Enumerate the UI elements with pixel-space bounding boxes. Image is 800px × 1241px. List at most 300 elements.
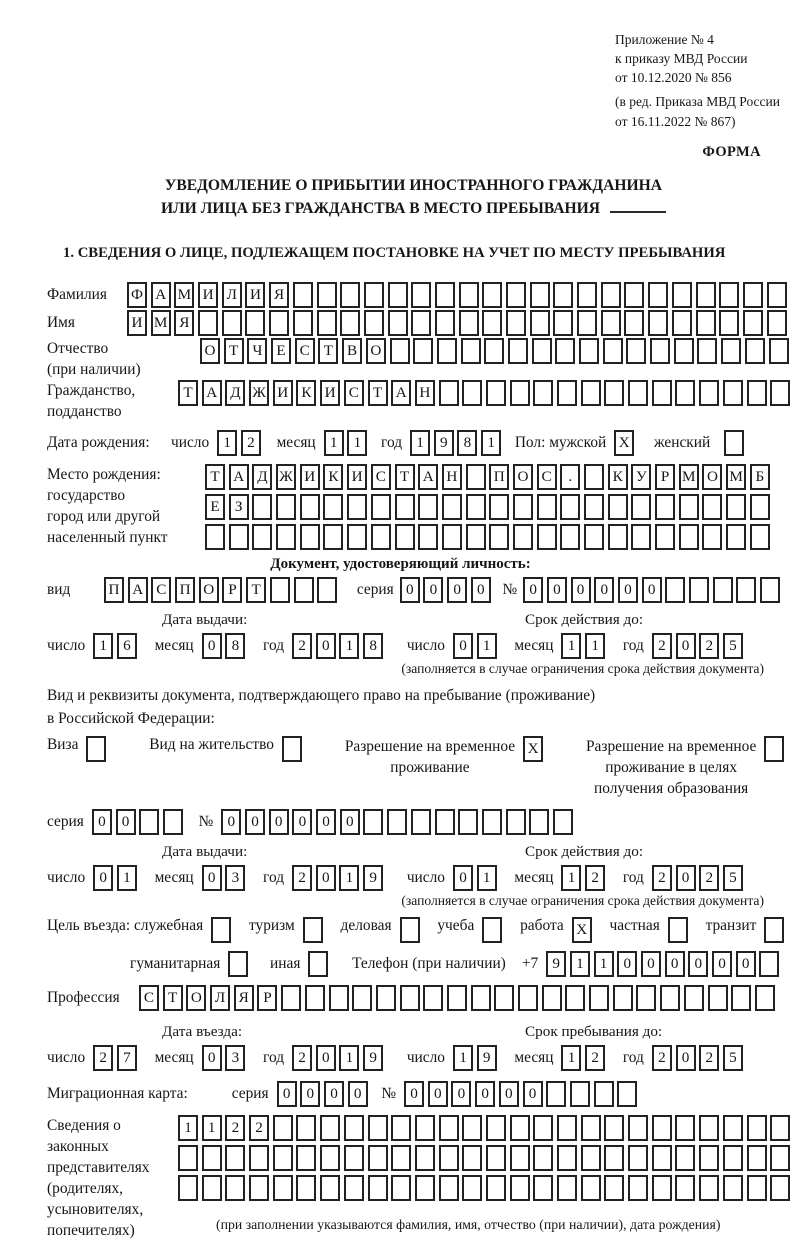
patronymic-field-cell[interactable]: Т xyxy=(224,338,244,364)
profession-field-cell[interactable] xyxy=(755,985,775,1011)
citizenship-field-cell[interactable] xyxy=(581,380,601,406)
permit-series-field-cell[interactable] xyxy=(163,809,183,835)
birthplace-row2-field-cell[interactable] xyxy=(418,494,438,520)
legal-rep-row2-field-cell[interactable] xyxy=(557,1145,577,1171)
legal-rep-row2-field-cell[interactable] xyxy=(296,1145,316,1171)
phone-field-cell[interactable]: 0 xyxy=(688,951,708,977)
profession-field-cell[interactable] xyxy=(376,985,396,1011)
surname-field-cell[interactable] xyxy=(317,282,337,308)
legal-rep-row1-field-cell[interactable]: 1 xyxy=(202,1115,222,1141)
temp-residence-checkbox-cell[interactable]: X xyxy=(523,736,543,762)
patronymic-field-cell[interactable]: Е xyxy=(271,338,291,364)
doc-valid-year-field-cell[interactable]: 2 xyxy=(699,633,719,659)
given-name-field-cell[interactable] xyxy=(293,310,313,336)
birthplace-row1-field-cell[interactable]: Н xyxy=(442,464,462,490)
phone-field-cell[interactable]: 1 xyxy=(594,951,614,977)
given-name-field-cell[interactable] xyxy=(459,310,479,336)
given-name-field-cell[interactable] xyxy=(648,310,668,336)
citizenship-field-cell[interactable]: А xyxy=(202,380,222,406)
profession-field-cell[interactable]: Т xyxy=(163,985,183,1011)
patronymic-field-cell[interactable] xyxy=(745,338,765,364)
birthplace-row3-field-cell[interactable] xyxy=(395,524,415,550)
purpose-official-checkbox-cell[interactable] xyxy=(211,917,231,943)
birthplace-row2-field-cell[interactable] xyxy=(442,494,462,520)
phone-field-cell[interactable]: 0 xyxy=(617,951,637,977)
birthplace-row3-field-cell[interactable] xyxy=(513,524,533,550)
profession-field-cell[interactable] xyxy=(281,985,301,1011)
doc-valid-day-field-cell[interactable]: 1 xyxy=(477,633,497,659)
visa-checkbox-cell[interactable] xyxy=(86,736,106,762)
birthplace-row3-field-cell[interactable] xyxy=(655,524,675,550)
legal-rep-row2-field-cell[interactable] xyxy=(770,1145,790,1171)
surname-field-cell[interactable] xyxy=(672,282,692,308)
given-name-field-cell[interactable] xyxy=(482,310,502,336)
given-name-field-cell[interactable] xyxy=(364,310,384,336)
permit-number-field-cell[interactable] xyxy=(458,809,478,835)
legal-rep-row1-field-cell[interactable] xyxy=(510,1115,530,1141)
legal-rep-row3-field-cell[interactable] xyxy=(368,1175,388,1201)
legal-rep-row3-field-cell[interactable] xyxy=(296,1175,316,1201)
doc-number-field-cell[interactable]: 0 xyxy=(594,577,614,603)
patronymic-field-cell[interactable] xyxy=(413,338,433,364)
birthplace-row3-field-cell[interactable] xyxy=(276,524,296,550)
given-name-field-cell[interactable] xyxy=(222,310,242,336)
surname-field-cell[interactable] xyxy=(767,282,787,308)
permit-valid-month-field-cell[interactable]: 2 xyxy=(585,865,605,891)
doc-number-field-cell[interactable] xyxy=(665,577,685,603)
birth-year-field-cell[interactable]: 1 xyxy=(410,430,430,456)
entry-year-field-cell[interactable]: 1 xyxy=(339,1045,359,1071)
phone-field-cell[interactable]: 0 xyxy=(712,951,732,977)
legal-rep-row1-field-cell[interactable] xyxy=(320,1115,340,1141)
birthplace-row3-field-cell[interactable] xyxy=(347,524,367,550)
citizenship-field-cell[interactable] xyxy=(533,380,553,406)
permit-number-field-cell[interactable] xyxy=(482,809,502,835)
doc-series-field-cell[interactable]: 0 xyxy=(400,577,420,603)
citizenship-field-cell[interactable]: Н xyxy=(415,380,435,406)
doc-issue-day-field-cell[interactable]: 1 xyxy=(93,633,113,659)
doc-kind-field-cell[interactable]: П xyxy=(104,577,124,603)
doc-issue-year-field-cell[interactable]: 0 xyxy=(316,633,336,659)
permit-issue-year-field-cell[interactable]: 9 xyxy=(363,865,383,891)
given-name-field-cell[interactable] xyxy=(245,310,265,336)
birthplace-row3-field-cell[interactable] xyxy=(205,524,225,550)
given-name-field-cell[interactable] xyxy=(696,310,716,336)
birthplace-row1-field-cell[interactable]: К xyxy=(608,464,628,490)
entry-year-field-cell[interactable]: 9 xyxy=(363,1045,383,1071)
citizenship-field-cell[interactable]: Д xyxy=(225,380,245,406)
doc-number-field-cell[interactable]: 0 xyxy=(547,577,567,603)
mc-number-field-cell[interactable] xyxy=(570,1081,590,1107)
birthplace-row2-field-cell[interactable] xyxy=(252,494,272,520)
citizenship-field-cell[interactable]: С xyxy=(344,380,364,406)
birth-month-field-cell[interactable]: 1 xyxy=(324,430,344,456)
birthplace-row1-field-cell[interactable]: У xyxy=(631,464,651,490)
profession-field-cell[interactable]: Р xyxy=(257,985,277,1011)
doc-valid-month-field-cell[interactable]: 1 xyxy=(561,633,581,659)
birthplace-row2-field-cell[interactable] xyxy=(300,494,320,520)
doc-kind-field-cell[interactable]: Т xyxy=(246,577,266,603)
patronymic-field-cell[interactable] xyxy=(390,338,410,364)
legal-rep-row2-field-cell[interactable] xyxy=(533,1145,553,1171)
permit-issue-month-field-cell[interactable]: 3 xyxy=(225,865,245,891)
legal-rep-row3-field-cell[interactable] xyxy=(320,1175,340,1201)
patronymic-field-cell[interactable] xyxy=(484,338,504,364)
legal-rep-row1-field-cell[interactable] xyxy=(296,1115,316,1141)
birthplace-row1-field-cell[interactable]: С xyxy=(537,464,557,490)
profession-field-cell[interactable] xyxy=(352,985,372,1011)
surname-field-cell[interactable] xyxy=(293,282,313,308)
patronymic-field-cell[interactable] xyxy=(769,338,789,364)
birthplace-row1-field-cell[interactable]: М xyxy=(726,464,746,490)
profession-field-cell[interactable] xyxy=(660,985,680,1011)
permit-valid-year-field-cell[interactable]: 0 xyxy=(676,865,696,891)
legal-rep-row2-field-cell[interactable] xyxy=(486,1145,506,1171)
legal-rep-row1-field-cell[interactable] xyxy=(604,1115,624,1141)
mc-series-field-cell[interactable]: 0 xyxy=(324,1081,344,1107)
patronymic-field-cell[interactable] xyxy=(650,338,670,364)
purpose-other-checkbox-cell[interactable] xyxy=(308,951,328,977)
doc-issue-year-field-cell[interactable]: 1 xyxy=(339,633,359,659)
permit-number-field-cell[interactable]: 0 xyxy=(221,809,241,835)
given-name-field-cell[interactable]: Я xyxy=(174,310,194,336)
legal-rep-row1-field-cell[interactable] xyxy=(675,1115,695,1141)
doc-issue-month-field-cell[interactable]: 8 xyxy=(225,633,245,659)
patronymic-field-cell[interactable]: С xyxy=(295,338,315,364)
mc-number-field-cell[interactable] xyxy=(617,1081,637,1107)
permit-series-field-cell[interactable]: 0 xyxy=(92,809,112,835)
birthplace-row1-field-cell[interactable]: Т xyxy=(205,464,225,490)
profession-field-cell[interactable] xyxy=(684,985,704,1011)
doc-valid-day-field-cell[interactable]: 0 xyxy=(453,633,473,659)
citizenship-field-cell[interactable] xyxy=(770,380,790,406)
entry-month-field-cell[interactable]: 0 xyxy=(202,1045,222,1071)
legal-rep-row3-field-cell[interactable] xyxy=(344,1175,364,1201)
legal-rep-row1-field-cell[interactable] xyxy=(652,1115,672,1141)
doc-number-field-cell[interactable]: 0 xyxy=(523,577,543,603)
surname-field-cell[interactable] xyxy=(364,282,384,308)
legal-rep-row1-field-cell[interactable] xyxy=(770,1115,790,1141)
permit-number-field-cell[interactable]: 0 xyxy=(245,809,265,835)
birthplace-row2-field-cell[interactable] xyxy=(395,494,415,520)
legal-rep-row2-field-cell[interactable] xyxy=(178,1145,198,1171)
doc-issue-year-field-cell[interactable]: 8 xyxy=(363,633,383,659)
birthplace-row2-field-cell[interactable] xyxy=(608,494,628,520)
citizenship-field-cell[interactable]: И xyxy=(273,380,293,406)
birthplace-row2-field-cell[interactable] xyxy=(537,494,557,520)
citizenship-field-cell[interactable]: Т xyxy=(368,380,388,406)
profession-field-cell[interactable] xyxy=(613,985,633,1011)
legal-rep-row1-field-cell[interactable] xyxy=(557,1115,577,1141)
surname-field-cell[interactable] xyxy=(506,282,526,308)
mc-number-field-cell[interactable] xyxy=(594,1081,614,1107)
given-name-field-cell[interactable] xyxy=(530,310,550,336)
mc-number-field-cell[interactable] xyxy=(546,1081,566,1107)
birthplace-row1-field-cell[interactable]: М xyxy=(679,464,699,490)
permit-valid-year-field-cell[interactable]: 2 xyxy=(699,865,719,891)
legal-rep-row1-field-cell[interactable] xyxy=(699,1115,719,1141)
surname-field-cell[interactable] xyxy=(411,282,431,308)
birthplace-row1-field-cell[interactable]: Р xyxy=(655,464,675,490)
given-name-field-cell[interactable] xyxy=(672,310,692,336)
stay-year-field-cell[interactable]: 0 xyxy=(676,1045,696,1071)
profession-field-cell[interactable] xyxy=(518,985,538,1011)
birthplace-row3-field-cell[interactable] xyxy=(323,524,343,550)
citizenship-field-cell[interactable] xyxy=(628,380,648,406)
legal-rep-row3-field-cell[interactable] xyxy=(439,1175,459,1201)
legal-rep-row1-field-cell[interactable] xyxy=(628,1115,648,1141)
permit-issue-month-field-cell[interactable]: 0 xyxy=(202,865,222,891)
birthplace-row3-field-cell[interactable] xyxy=(608,524,628,550)
profession-field-cell[interactable] xyxy=(423,985,443,1011)
permit-number-field-cell[interactable] xyxy=(435,809,455,835)
residence-permit-checkbox-cell[interactable] xyxy=(282,736,302,762)
profession-field-cell[interactable]: О xyxy=(186,985,206,1011)
profession-field-cell[interactable]: Я xyxy=(234,985,254,1011)
entry-month-field-cell[interactable]: 3 xyxy=(225,1045,245,1071)
patronymic-field-cell[interactable]: О xyxy=(366,338,386,364)
birthplace-row3-field-cell[interactable] xyxy=(584,524,604,550)
surname-field-cell[interactable] xyxy=(624,282,644,308)
purpose-transit-checkbox-cell[interactable] xyxy=(764,917,784,943)
mc-number-field-cell[interactable]: 0 xyxy=(451,1081,471,1107)
doc-series-field-cell[interactable]: 0 xyxy=(423,577,443,603)
surname-field-cell[interactable] xyxy=(388,282,408,308)
legal-rep-row3-field-cell[interactable] xyxy=(770,1175,790,1201)
mc-series-field-cell[interactable]: 0 xyxy=(277,1081,297,1107)
mc-series-field-cell[interactable]: 0 xyxy=(348,1081,368,1107)
birthplace-row1-field-cell[interactable] xyxy=(466,464,486,490)
legal-rep-row2-field-cell[interactable] xyxy=(510,1145,530,1171)
stay-year-field-cell[interactable]: 2 xyxy=(699,1045,719,1071)
permit-number-field-cell[interactable] xyxy=(529,809,549,835)
permit-number-field-cell[interactable] xyxy=(387,809,407,835)
permit-number-field-cell[interactable] xyxy=(553,809,573,835)
doc-kind-field-cell[interactable]: А xyxy=(128,577,148,603)
birthplace-row3-field-cell[interactable] xyxy=(418,524,438,550)
birthplace-row3-field-cell[interactable] xyxy=(466,524,486,550)
phone-field-cell[interactable]: 1 xyxy=(570,951,590,977)
birthplace-row2-field-cell[interactable] xyxy=(513,494,533,520)
surname-field-cell[interactable] xyxy=(553,282,573,308)
doc-number-field-cell[interactable] xyxy=(713,577,733,603)
legal-rep-row1-field-cell[interactable] xyxy=(368,1115,388,1141)
purpose-private-checkbox-cell[interactable] xyxy=(668,917,688,943)
birthplace-row1-field-cell[interactable] xyxy=(584,464,604,490)
doc-valid-month-field-cell[interactable]: 1 xyxy=(585,633,605,659)
birthplace-row1-field-cell[interactable]: Б xyxy=(750,464,770,490)
entry-year-field-cell[interactable]: 0 xyxy=(316,1045,336,1071)
temp-residence-edu-checkbox-cell[interactable] xyxy=(764,736,784,762)
legal-rep-row3-field-cell[interactable] xyxy=(202,1175,222,1201)
birthplace-row3-field-cell[interactable] xyxy=(300,524,320,550)
patronymic-field-cell[interactable] xyxy=(674,338,694,364)
birthplace-row1-field-cell[interactable]: И xyxy=(347,464,367,490)
doc-valid-year-field-cell[interactable]: 2 xyxy=(652,633,672,659)
given-name-field-cell[interactable] xyxy=(553,310,573,336)
profession-field-cell[interactable] xyxy=(636,985,656,1011)
legal-rep-row3-field-cell[interactable] xyxy=(178,1175,198,1201)
birthplace-row1-field-cell[interactable]: А xyxy=(418,464,438,490)
doc-kind-field-cell[interactable] xyxy=(270,577,290,603)
legal-rep-row1-field-cell[interactable] xyxy=(391,1115,411,1141)
stay-year-field-cell[interactable]: 5 xyxy=(723,1045,743,1071)
legal-rep-row3-field-cell[interactable] xyxy=(462,1175,482,1201)
permit-issue-year-field-cell[interactable]: 2 xyxy=(292,865,312,891)
birthplace-row2-field-cell[interactable] xyxy=(560,494,580,520)
legal-rep-row2-field-cell[interactable] xyxy=(723,1145,743,1171)
legal-rep-row2-field-cell[interactable] xyxy=(368,1145,388,1171)
legal-rep-row1-field-cell[interactable] xyxy=(723,1115,743,1141)
patronymic-field-cell[interactable] xyxy=(721,338,741,364)
given-name-field-cell[interactable] xyxy=(388,310,408,336)
legal-rep-row2-field-cell[interactable] xyxy=(699,1145,719,1171)
legal-rep-row3-field-cell[interactable] xyxy=(675,1175,695,1201)
patronymic-field-cell[interactable]: Ч xyxy=(247,338,267,364)
birthplace-row1-field-cell[interactable]: И xyxy=(300,464,320,490)
birthplace-row2-field-cell[interactable] xyxy=(750,494,770,520)
stay-month-field-cell[interactable]: 1 xyxy=(561,1045,581,1071)
purpose-work-checkbox-cell[interactable]: X xyxy=(572,917,592,943)
legal-rep-row3-field-cell[interactable] xyxy=(699,1175,719,1201)
doc-kind-field-cell[interactable]: П xyxy=(175,577,195,603)
citizenship-field-cell[interactable]: А xyxy=(391,380,411,406)
surname-field-cell[interactable]: И xyxy=(198,282,218,308)
stay-day-field-cell[interactable]: 9 xyxy=(477,1045,497,1071)
legal-rep-row3-field-cell[interactable] xyxy=(557,1175,577,1201)
birthplace-row1-field-cell[interactable]: П xyxy=(489,464,509,490)
birthplace-row2-field-cell[interactable]: З xyxy=(229,494,249,520)
given-name-field-cell[interactable] xyxy=(506,310,526,336)
doc-kind-field-cell[interactable]: С xyxy=(151,577,171,603)
permit-series-field-cell[interactable]: 0 xyxy=(116,809,136,835)
surname-field-cell[interactable] xyxy=(601,282,621,308)
legal-rep-row2-field-cell[interactable] xyxy=(462,1145,482,1171)
legal-rep-row2-field-cell[interactable] xyxy=(628,1145,648,1171)
doc-series-field-cell[interactable]: 0 xyxy=(471,577,491,603)
legal-rep-row3-field-cell[interactable] xyxy=(391,1175,411,1201)
given-name-field-cell[interactable] xyxy=(767,310,787,336)
legal-rep-row1-field-cell[interactable] xyxy=(273,1115,293,1141)
birthplace-row2-field-cell[interactable] xyxy=(631,494,651,520)
birthplace-row3-field-cell[interactable] xyxy=(229,524,249,550)
legal-rep-row2-field-cell[interactable] xyxy=(675,1145,695,1171)
profession-field-cell[interactable] xyxy=(400,985,420,1011)
legal-rep-row2-field-cell[interactable] xyxy=(225,1145,245,1171)
birth-day-field-cell[interactable]: 2 xyxy=(241,430,261,456)
given-name-field-cell[interactable] xyxy=(269,310,289,336)
given-name-field-cell[interactable] xyxy=(719,310,739,336)
patronymic-field-cell[interactable] xyxy=(626,338,646,364)
doc-number-field-cell[interactable]: 0 xyxy=(618,577,638,603)
legal-rep-row1-field-cell[interactable] xyxy=(415,1115,435,1141)
given-name-field-cell[interactable] xyxy=(743,310,763,336)
citizenship-field-cell[interactable] xyxy=(510,380,530,406)
birthplace-row1-field-cell[interactable]: Д xyxy=(252,464,272,490)
purpose-business-checkbox-cell[interactable] xyxy=(400,917,420,943)
doc-issue-year-field-cell[interactable]: 2 xyxy=(292,633,312,659)
legal-rep-row1-field-cell[interactable]: 2 xyxy=(225,1115,245,1141)
permit-number-field-cell[interactable]: 0 xyxy=(340,809,360,835)
birthplace-row2-field-cell[interactable] xyxy=(466,494,486,520)
legal-rep-row1-field-cell[interactable]: 1 xyxy=(178,1115,198,1141)
doc-kind-field-cell[interactable]: Р xyxy=(222,577,242,603)
surname-field-cell[interactable]: М xyxy=(174,282,194,308)
legal-rep-row1-field-cell[interactable] xyxy=(344,1115,364,1141)
given-name-field-cell[interactable] xyxy=(577,310,597,336)
doc-kind-field-cell[interactable]: О xyxy=(199,577,219,603)
citizenship-field-cell[interactable] xyxy=(486,380,506,406)
given-name-field-cell[interactable]: М xyxy=(151,310,171,336)
legal-rep-row3-field-cell[interactable] xyxy=(533,1175,553,1201)
surname-field-cell[interactable]: Я xyxy=(269,282,289,308)
legal-rep-row3-field-cell[interactable] xyxy=(604,1175,624,1201)
legal-rep-row3-field-cell[interactable] xyxy=(652,1175,672,1201)
birthplace-row3-field-cell[interactable] xyxy=(702,524,722,550)
birthplace-row2-field-cell[interactable] xyxy=(726,494,746,520)
permit-issue-year-field-cell[interactable]: 0 xyxy=(316,865,336,891)
doc-number-field-cell[interactable]: 0 xyxy=(642,577,662,603)
mc-number-field-cell[interactable]: 0 xyxy=(523,1081,543,1107)
birthplace-row3-field-cell[interactable] xyxy=(537,524,557,550)
profession-field-cell[interactable] xyxy=(708,985,728,1011)
birthplace-row2-field-cell[interactable] xyxy=(347,494,367,520)
birthplace-row1-field-cell[interactable]: А xyxy=(229,464,249,490)
profession-field-cell[interactable] xyxy=(731,985,751,1011)
purpose-study-checkbox-cell[interactable] xyxy=(482,917,502,943)
legal-rep-row1-field-cell[interactable] xyxy=(439,1115,459,1141)
surname-field-cell[interactable] xyxy=(530,282,550,308)
legal-rep-row3-field-cell[interactable] xyxy=(249,1175,269,1201)
doc-kind-field-cell[interactable] xyxy=(317,577,337,603)
birthplace-row3-field-cell[interactable] xyxy=(442,524,462,550)
patronymic-field-cell[interactable] xyxy=(437,338,457,364)
profession-field-cell[interactable] xyxy=(329,985,349,1011)
entry-day-field-cell[interactable]: 7 xyxy=(117,1045,137,1071)
phone-field-cell[interactable]: 9 xyxy=(546,951,566,977)
surname-field-cell[interactable] xyxy=(340,282,360,308)
legal-rep-row3-field-cell[interactable] xyxy=(225,1175,245,1201)
legal-rep-row2-field-cell[interactable] xyxy=(344,1145,364,1171)
birthplace-row1-field-cell[interactable]: Ж xyxy=(276,464,296,490)
surname-field-cell[interactable]: Ф xyxy=(127,282,147,308)
permit-valid-day-field-cell[interactable]: 1 xyxy=(477,865,497,891)
phone-field-cell[interactable]: 0 xyxy=(736,951,756,977)
sex-male-checkbox-cell[interactable]: X xyxy=(614,430,634,456)
doc-issue-month-field-cell[interactable]: 0 xyxy=(202,633,222,659)
citizenship-field-cell[interactable] xyxy=(439,380,459,406)
citizenship-field-cell[interactable] xyxy=(723,380,743,406)
legal-rep-row2-field-cell[interactable] xyxy=(604,1145,624,1171)
legal-rep-row2-field-cell[interactable] xyxy=(273,1145,293,1171)
surname-field-cell[interactable] xyxy=(719,282,739,308)
permit-issue-day-field-cell[interactable]: 1 xyxy=(117,865,137,891)
citizenship-field-cell[interactable] xyxy=(699,380,719,406)
purpose-tourism-checkbox-cell[interactable] xyxy=(303,917,323,943)
profession-field-cell[interactable] xyxy=(542,985,562,1011)
surname-field-cell[interactable] xyxy=(577,282,597,308)
doc-valid-year-field-cell[interactable]: 0 xyxy=(676,633,696,659)
legal-rep-row3-field-cell[interactable] xyxy=(581,1175,601,1201)
birthplace-row2-field-cell[interactable] xyxy=(702,494,722,520)
surname-field-cell[interactable] xyxy=(696,282,716,308)
birth-year-field-cell[interactable]: 8 xyxy=(457,430,477,456)
birthplace-row3-field-cell[interactable] xyxy=(631,524,651,550)
legal-rep-row2-field-cell[interactable] xyxy=(439,1145,459,1171)
mc-number-field-cell[interactable]: 0 xyxy=(404,1081,424,1107)
birthplace-row1-field-cell[interactable]: К xyxy=(323,464,343,490)
surname-field-cell[interactable]: А xyxy=(151,282,171,308)
